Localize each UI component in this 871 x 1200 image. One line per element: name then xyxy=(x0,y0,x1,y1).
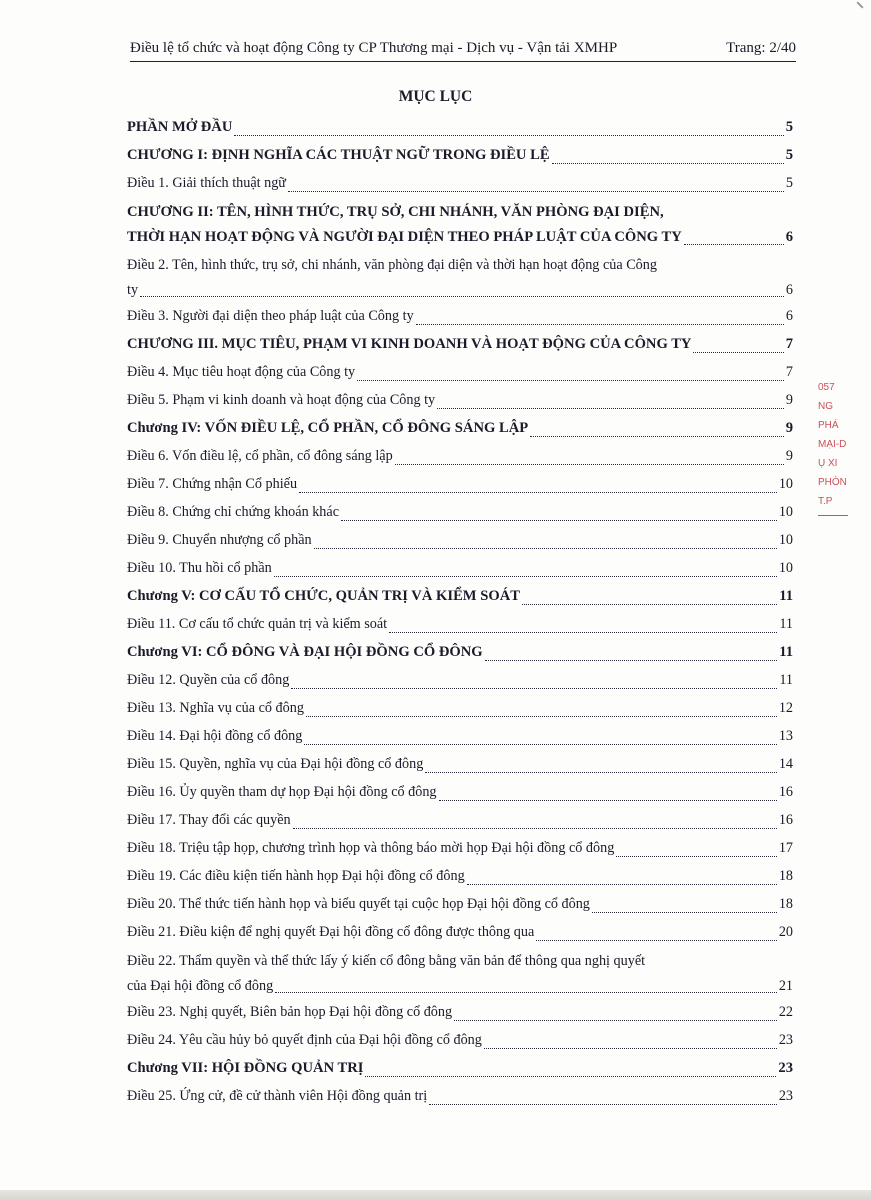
toc-page-number: 9 xyxy=(785,420,793,436)
dot-leader xyxy=(389,632,777,633)
toc-entry-text: Điều 10. Thu hồi cổ phần xyxy=(127,560,272,576)
dot-leader xyxy=(416,324,784,325)
toc-entry-text: Điều 3. Người đại diện theo pháp luật của Công ty xyxy=(127,308,414,324)
dot-leader xyxy=(293,828,777,829)
toc-page-number: 5 xyxy=(785,147,793,163)
toc-page-number: 21 xyxy=(778,978,793,994)
page-bottom-edge xyxy=(0,1190,871,1200)
toc-entry-text-line1: CHƯƠNG II: TÊN, HÌNH THỨC, TRỤ SỞ, CHI NHÁNH, VĂN PHÒNG ĐẠI DIỆN, xyxy=(127,204,664,220)
toc-entry-text: Điều 21. Điều kiện để nghị quyết Đại hội đồng cổ đông được thông qua xyxy=(127,924,535,940)
toc-page-number: 23 xyxy=(778,1060,793,1076)
dot-leader xyxy=(395,464,784,465)
dot-leader xyxy=(299,492,777,493)
dot-leader xyxy=(288,191,784,192)
header-title: Điều lệ tổ chức và hoạt động Công ty CP Thương mại - Dịch vụ - Vận tải XMHP xyxy=(130,40,618,56)
toc-entry-article-4[interactable] xyxy=(127,358,793,386)
toc-entry-text: Chương IV: VỐN ĐIỀU LỆ, CỔ PHẦN, CỔ ĐÔNG SÁNG LẬP xyxy=(127,420,529,436)
toc-entry-text: Điều 19. Các điều kiện tiến hành họp Đại hội đồng cổ đông xyxy=(127,868,465,884)
toc-entry-article-10[interactable] xyxy=(127,554,793,582)
toc-entry-article-12[interactable] xyxy=(127,666,793,694)
toc-page-number: 6 xyxy=(785,229,793,245)
toc-entry-article-15[interactable] xyxy=(127,750,793,778)
toc-entry-article-3[interactable] xyxy=(127,302,793,330)
toc-entry-article-1[interactable] xyxy=(127,169,793,197)
dot-leader xyxy=(274,576,777,577)
toc-entry-intro[interactable] xyxy=(127,113,793,141)
toc-entry-article-6[interactable] xyxy=(127,442,793,470)
dot-leader xyxy=(522,604,777,605)
dot-leader xyxy=(552,163,784,164)
toc-page-number: 10 xyxy=(778,504,793,520)
toc-page-number: 18 xyxy=(778,896,793,912)
dot-leader xyxy=(306,716,777,717)
toc-entry-text: Điều 6. Vốn điều lệ, cổ phần, cổ đông sáng lập xyxy=(127,448,393,464)
toc-entry-article-2[interactable] xyxy=(127,252,793,302)
toc-entry-text: Điều 25. Ứng cử, đề cử thành viên Hội đồng quản trị xyxy=(127,1088,428,1104)
toc-title: MỤC LỤC xyxy=(398,88,473,105)
toc-entry-text-line2: của Đại hội đồng cổ đông xyxy=(127,978,274,994)
toc-entry-chapter-7[interactable] xyxy=(127,1054,793,1082)
toc-entry-text: Chương VI: CỔ ĐÔNG VÀ ĐẠI HỘI ĐỒNG CỔ ĐÔNG xyxy=(127,644,483,660)
dot-leader xyxy=(467,884,777,885)
toc-entry-article-24[interactable] xyxy=(127,1026,793,1054)
toc-page-number: 10 xyxy=(778,532,793,548)
toc-entry-article-23[interactable] xyxy=(127,998,793,1026)
toc-page-number: 23 xyxy=(778,1032,793,1048)
toc-entry-chapter-6[interactable] xyxy=(127,638,793,666)
toc-page-number: 18 xyxy=(778,868,793,884)
toc-entry-chapter-1[interactable] xyxy=(127,141,793,169)
dot-leader xyxy=(484,1048,777,1049)
toc-entry-article-21[interactable] xyxy=(127,918,793,946)
toc-entry-chapter-2[interactable] xyxy=(127,200,793,250)
toc-page-number: 10 xyxy=(778,476,793,492)
toc-page-number: 12 xyxy=(778,700,793,716)
toc-entry-chapter-4[interactable] xyxy=(127,414,793,442)
dot-leader xyxy=(291,688,777,689)
toc-entry-article-16[interactable] xyxy=(127,778,793,806)
toc-entry-text: Điều 1. Giải thích thuật ngữ xyxy=(127,175,286,191)
table-of-contents xyxy=(127,113,793,1110)
toc-entry-text: Điều 5. Phạm vi kinh doanh và hoạt động của Công ty xyxy=(127,392,436,408)
toc-entry-article-18[interactable] xyxy=(127,834,793,862)
toc-entry-article-25[interactable] xyxy=(127,1082,793,1110)
header-page-number: Trang: 2/40 xyxy=(726,40,796,56)
toc-entry-article-5[interactable] xyxy=(127,386,793,414)
toc-page-number: 9 xyxy=(785,448,793,464)
toc-entry-text: CHƯƠNG I: ĐỊNH NGHĨA CÁC THUẬT NGỮ TRONG ĐIỀU LỆ xyxy=(127,147,550,163)
toc-page-number: 11 xyxy=(779,672,793,688)
corner-mark xyxy=(856,1,863,8)
dot-leader xyxy=(429,1104,777,1105)
toc-page-number: 6 xyxy=(785,282,793,298)
dot-leader xyxy=(314,548,777,549)
toc-entry-text: Điều 20. Thể thức tiến hành họp và biểu quyết tại cuộc họp Đại hội đồng cổ đông xyxy=(127,896,590,912)
stamp-text: PHÒN xyxy=(818,477,847,488)
dot-leader xyxy=(140,296,784,297)
toc-page-number: 16 xyxy=(778,784,793,800)
toc-page-number: 5 xyxy=(785,175,793,191)
dot-leader xyxy=(616,856,777,857)
toc-page-number: 9 xyxy=(785,392,793,408)
toc-entry-text: Điều 12. Quyền của cổ đông xyxy=(127,672,290,688)
toc-entry-chapter-3[interactable] xyxy=(127,330,793,358)
toc-entry-article-17[interactable] xyxy=(127,806,793,834)
page-header xyxy=(130,38,796,62)
toc-entry-text-line1: Điều 2. Tên, hình thức, trụ sở, chi nhánh, văn phòng đại diện và thời hạn hoạt động của Công xyxy=(127,257,657,273)
dot-leader xyxy=(365,1076,776,1077)
stamp-text: Ụ XI xyxy=(818,458,838,469)
red-seal-stamp xyxy=(818,378,871,528)
toc-entry-article-22[interactable] xyxy=(127,948,793,998)
toc-page-number: 11 xyxy=(779,616,793,632)
dot-leader xyxy=(693,352,783,353)
toc-entry-article-9[interactable] xyxy=(127,526,793,554)
toc-page-number: 6 xyxy=(785,308,793,324)
toc-entry-chapter-5[interactable] xyxy=(127,582,793,610)
toc-entry-text: Điều 4. Mục tiêu hoạt động của Công ty xyxy=(127,364,356,380)
toc-entry-text: Điều 14. Đại hội đồng cổ đông xyxy=(127,728,303,744)
stamp-line xyxy=(818,515,848,516)
toc-page-number: 11 xyxy=(779,644,793,660)
toc-entry-text: Điều 8. Chứng chỉ chứng khoán khác xyxy=(127,504,339,520)
dot-leader xyxy=(304,744,776,745)
toc-entry-text: Điều 18. Triệu tập họp, chương trình họp và thông báo mời họp Đại hội đồng cổ đông xyxy=(127,840,615,856)
toc-page-number: 13 xyxy=(778,728,793,744)
stamp-text: T.P xyxy=(818,496,833,507)
dot-leader xyxy=(592,912,777,913)
toc-entry-article-14[interactable] xyxy=(127,722,793,750)
toc-entry-article-13[interactable] xyxy=(127,694,793,722)
dot-leader xyxy=(234,135,783,136)
toc-page-number: 11 xyxy=(779,588,793,604)
dot-leader xyxy=(357,380,784,381)
toc-entry-article-20[interactable] xyxy=(127,890,793,918)
toc-entry-text: Chương V: CƠ CẤU TỔ CHỨC, QUẢN TRỊ VÀ KIỂM SOÁT xyxy=(127,588,520,604)
toc-page-number: 20 xyxy=(778,924,793,940)
toc-entry-text: Chương VII: HỘI ĐỒNG QUẢN TRỊ xyxy=(127,1060,364,1076)
toc-entry-article-19[interactable] xyxy=(127,862,793,890)
dot-leader xyxy=(485,660,778,661)
dot-leader xyxy=(439,800,777,801)
dot-leader xyxy=(536,940,777,941)
toc-entry-text: Điều 15. Quyền, nghĩa vụ của Đại hội đồng cổ đông xyxy=(127,756,424,772)
toc-page-number: 10 xyxy=(778,560,793,576)
dot-leader xyxy=(275,992,777,993)
toc-page-number: 14 xyxy=(778,756,793,772)
dot-leader xyxy=(684,244,784,245)
toc-entry-text-line1: Điều 22. Thẩm quyền và thể thức lấy ý kiến cổ đông bằng văn bản để thông qua nghị quyết xyxy=(127,953,646,969)
toc-entry-text: Điều 7. Chứng nhận Cổ phiếu xyxy=(127,476,298,492)
toc-page-number: 17 xyxy=(778,840,793,856)
toc-entry-text: Điều 24. Yêu cầu hủy bỏ quyết định của Đại hội đồng cổ đông xyxy=(127,1032,482,1048)
dot-leader xyxy=(454,1020,777,1021)
toc-page-number: 7 xyxy=(785,364,793,380)
toc-entry-text-line2: ty xyxy=(127,282,139,298)
dot-leader xyxy=(437,408,784,409)
dot-leader xyxy=(425,772,777,773)
toc-entry-text: CHƯƠNG III. MỤC TIÊU, PHẠM VI KINH DOANH VÀ HOẠT ĐỘNG CỦA CÔNG TY xyxy=(127,336,692,352)
stamp-text: 057 xyxy=(818,382,835,393)
dot-leader xyxy=(530,436,784,437)
stamp-text: NG xyxy=(818,401,833,412)
stamp-text: MẠI-D xyxy=(818,439,847,450)
toc-entry-text: PHẦN MỞ ĐẦU xyxy=(127,119,233,135)
toc-page-number: 5 xyxy=(785,119,793,135)
toc-entry-text-line2: THỜI HẠN HOẠT ĐỘNG VÀ NGƯỜI ĐẠI DIỆN THEO PHÁP LUẬT CỦA CÔNG TY xyxy=(127,229,682,245)
toc-entry-text: Điều 13. Nghĩa vụ của cổ đông xyxy=(127,700,304,716)
toc-entry-text: Điều 23. Nghị quyết, Biên bản họp Đại hội đồng cổ đông xyxy=(127,1004,453,1020)
toc-entry-text: Điều 11. Cơ cấu tổ chức quản trị và kiểm soát xyxy=(127,616,388,632)
toc-entry-article-11[interactable] xyxy=(127,610,793,638)
stamp-text: PHÁ xyxy=(818,420,839,431)
toc-page-number: 16 xyxy=(778,812,793,828)
toc-entry-text: Điều 16. Ủy quyền tham dự họp Đại hội đồng cổ đông xyxy=(127,784,437,800)
toc-page-number: 22 xyxy=(778,1004,793,1020)
toc-page-number: 23 xyxy=(778,1088,793,1104)
toc-entry-article-7[interactable] xyxy=(127,470,793,498)
toc-entry-article-8[interactable] xyxy=(127,498,793,526)
toc-entry-text: Điều 9. Chuyển nhượng cổ phần xyxy=(127,532,312,548)
toc-page-number: 7 xyxy=(785,336,793,352)
toc-entry-text: Điều 17. Thay đổi các quyền xyxy=(127,812,291,828)
dot-leader xyxy=(341,520,777,521)
